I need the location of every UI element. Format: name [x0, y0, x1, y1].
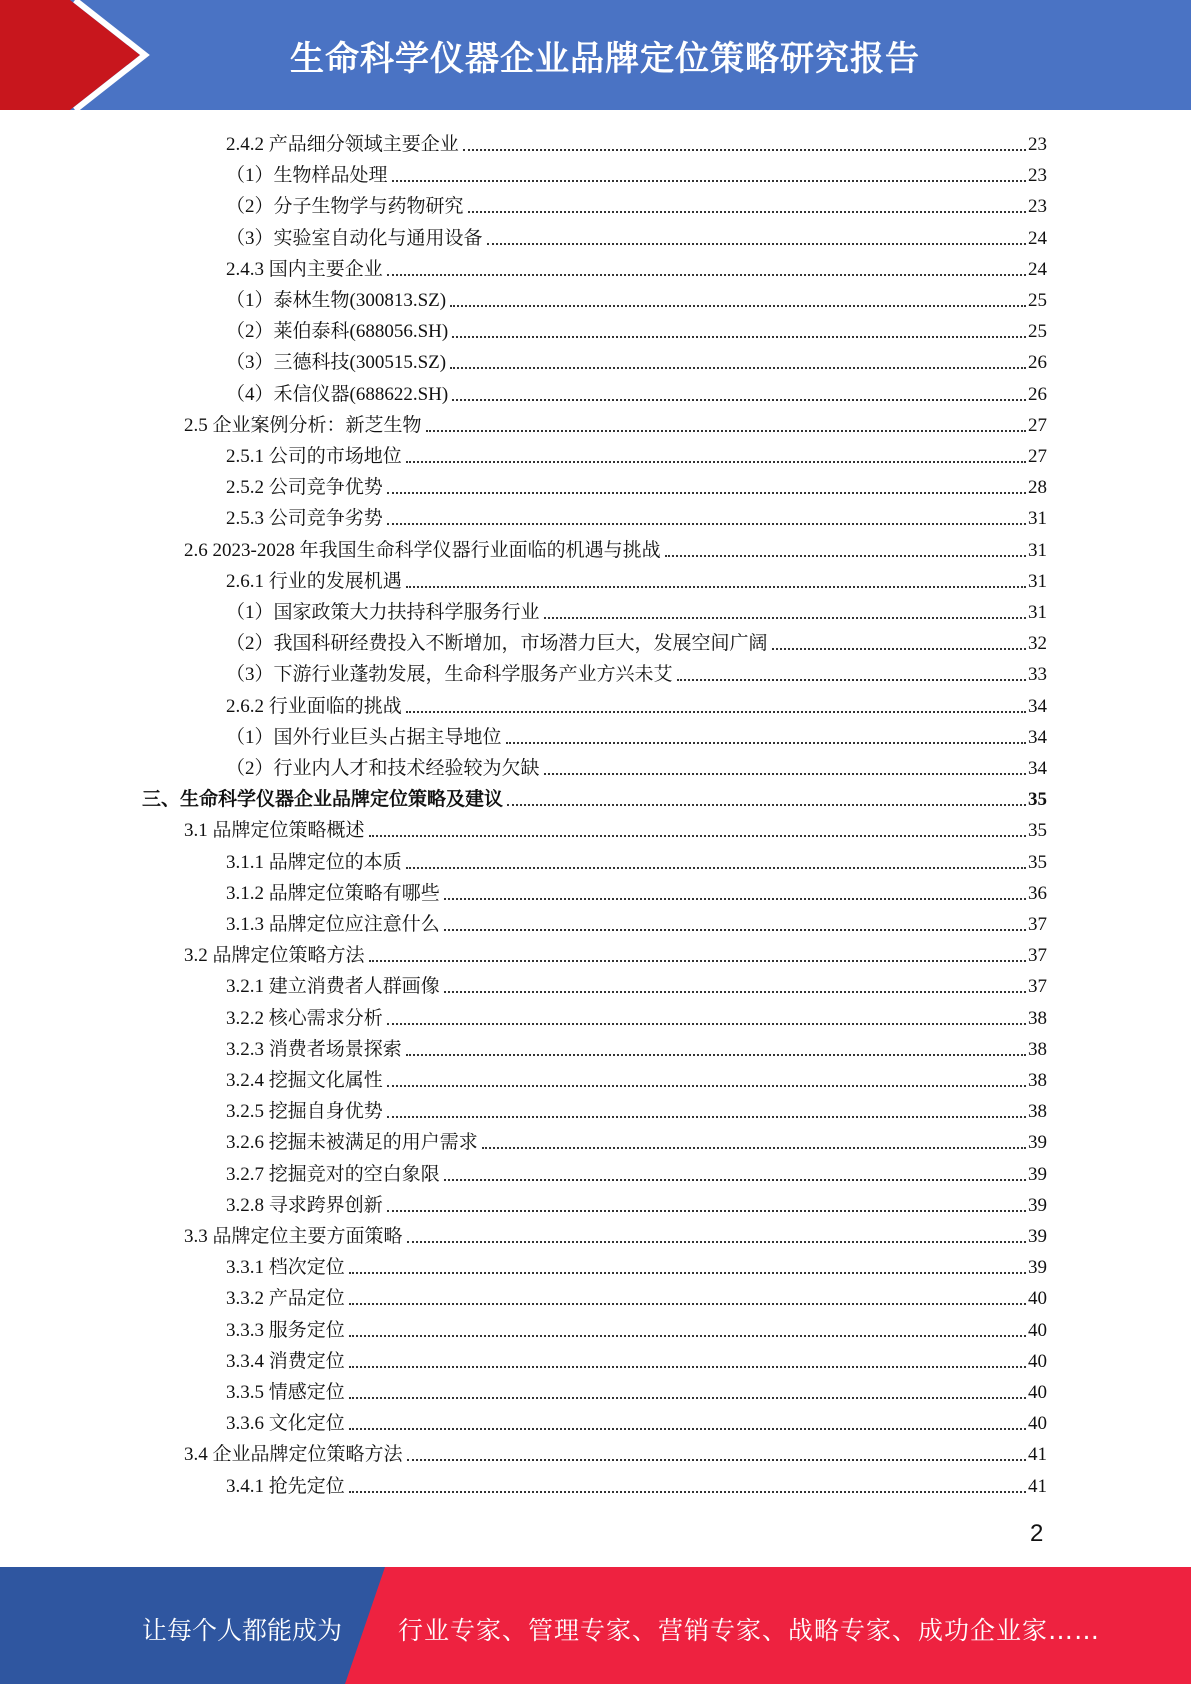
footer-slogan-right: 行业专家、管理专家、营销专家、战略专家、成功企业家……: [398, 1616, 1101, 1645]
toc-entry-label: 3.2.3 消费者场景探索: [226, 1039, 402, 1060]
toc-entry-label: （3）实验室自动化与通用设备: [226, 228, 483, 249]
toc-entry[interactable]: [184, 407, 1047, 437]
toc-entry-page: 39: [1028, 1195, 1047, 1216]
toc-leader-dots: [444, 991, 1026, 993]
toc-leader-dots: [387, 492, 1026, 494]
toc-entry-page: 25: [1028, 290, 1047, 311]
toc-entry-page: 37: [1028, 976, 1047, 997]
toc-leader-dots: [407, 1241, 1026, 1243]
toc-leader-dots: [665, 555, 1026, 557]
toc-leader-dots: [482, 1147, 1026, 1149]
toc-entry[interactable]: [226, 656, 1047, 686]
toc-entry-label: （3）三德科技(300515.SZ): [226, 352, 447, 373]
toc-leader-dots: [406, 461, 1026, 463]
toc-entry[interactable]: [226, 1156, 1047, 1186]
toc-entry-label: 2.5.1 公司的市场地位: [226, 446, 402, 467]
toc-entry[interactable]: [226, 1000, 1047, 1030]
toc-entry-page: 41: [1028, 1444, 1047, 1465]
toc-entry[interactable]: [184, 1218, 1047, 1248]
toc-entry-label: 3.1.3 品牌定位应注意什么: [226, 914, 440, 935]
toc-entry-page: 40: [1028, 1413, 1047, 1434]
toc-entry-page: 31: [1028, 571, 1047, 592]
toc-entry[interactable]: [226, 968, 1047, 998]
toc-entry[interactable]: [226, 844, 1047, 874]
toc-entry-label: （2）行业内人才和技术经验较为欠缺: [226, 758, 540, 779]
toc-entry-label: 2.6.1 行业的发展机遇: [226, 571, 402, 592]
page-footer: [0, 1567, 1191, 1684]
toc-entry-page: 39: [1028, 1132, 1047, 1153]
toc-leader-dots: [387, 274, 1026, 276]
toc-entry-page: 38: [1028, 1008, 1047, 1029]
toc-entry[interactable]: [226, 1405, 1047, 1435]
toc-entry-page: 24: [1028, 228, 1047, 249]
toc-entry-label: （2）分子生物学与药物研究: [226, 196, 464, 217]
toc-entry-label: 2.5 企业案例分析：新芝生物: [184, 415, 422, 436]
toc-entry-page: 24: [1028, 259, 1047, 280]
toc-leader-dots: [487, 243, 1026, 245]
toc-entry-label: 三、生命科学仪器企业品牌定位策略及建议: [142, 789, 504, 810]
toc-entry[interactable]: [226, 469, 1047, 499]
toc-entry-label: 3.1 品牌定位策略概述: [184, 820, 365, 841]
toc-entry-page: 36: [1028, 883, 1047, 904]
toc-leader-dots: [426, 430, 1026, 432]
toc-entry[interactable]: [226, 500, 1047, 530]
toc-entry[interactable]: [226, 1187, 1047, 1217]
toc-entry[interactable]: [226, 1249, 1047, 1279]
toc-entry-label: （2）我国科研经费投入不断增加，市场潜力巨大，发展空间广阔: [226, 633, 768, 654]
toc-entry-page: 40: [1028, 1351, 1047, 1372]
toc-entry-page: 39: [1028, 1164, 1047, 1185]
toc-entry-page: 27: [1028, 415, 1047, 436]
toc-entry-label: 3.2.8 寻求跨界创新: [226, 1195, 383, 1216]
toc-leader-dots: [772, 648, 1026, 650]
toc-entry[interactable]: [226, 251, 1047, 281]
toc-entry-page: 38: [1028, 1039, 1047, 1060]
toc-entry[interactable]: [226, 1468, 1047, 1498]
toc-entry-label: 3.1.2 品牌定位策略有哪些: [226, 883, 440, 904]
toc-leader-dots: [468, 211, 1026, 213]
toc-entry-label: 3.4 企业品牌定位策略方法: [184, 1444, 403, 1465]
toc-entry[interactable]: [226, 1093, 1047, 1123]
toc-entry-page: 31: [1028, 540, 1047, 561]
toc-leader-dots: [444, 929, 1026, 931]
toc-leader-dots: [369, 960, 1026, 962]
toc-entry-label: 3.3.6 文化定位: [226, 1413, 345, 1434]
toc-entry-label: （1）国家政策大力扶持科学服务行业: [226, 602, 540, 623]
toc-entry-page: 37: [1028, 945, 1047, 966]
toc-entry-page: 23: [1028, 134, 1047, 155]
toc-leader-dots: [387, 1116, 1026, 1118]
toc-entry[interactable]: [226, 344, 1047, 374]
toc-entry-page: 40: [1028, 1320, 1047, 1341]
toc-leader-dots: [349, 1428, 1026, 1430]
toc-leader-dots: [369, 835, 1026, 837]
toc-entry[interactable]: [226, 750, 1047, 780]
toc-leader-dots: [444, 1179, 1026, 1181]
page-header: [0, 0, 1191, 110]
toc-entry[interactable]: [226, 563, 1047, 593]
toc-entry-page: 34: [1028, 727, 1047, 748]
toc-entry-label: 3.2.6 挖掘未被满足的用户需求: [226, 1132, 478, 1153]
toc-entry-page: 31: [1028, 508, 1047, 529]
toc-entry-page: 37: [1028, 914, 1047, 935]
toc-entry[interactable]: [226, 1124, 1047, 1154]
toc-leader-dots: [450, 367, 1026, 369]
toc-entry-label: 3.2.1 建立消费者人群画像: [226, 976, 440, 997]
toc-entry[interactable]: [226, 126, 1047, 156]
toc-entry-page: 35: [1028, 820, 1047, 841]
toc-leader-dots: [544, 773, 1026, 775]
toc-entry-page: 31: [1028, 602, 1047, 623]
toc-entry[interactable]: [226, 625, 1047, 655]
toc-entry[interactable]: [226, 594, 1047, 624]
toc-leader-dots: [387, 1085, 1026, 1087]
toc-leader-dots: [349, 1335, 1026, 1337]
toc-entry-label: 2.6 2023-2028 年我国生命科学仪器行业面临的机遇与挑战: [184, 540, 661, 561]
toc-entry-page: 38: [1028, 1101, 1047, 1122]
toc-entry-page: 40: [1028, 1288, 1047, 1309]
toc-entry[interactable]: [226, 1374, 1047, 1404]
toc-entry-label: 3.2.2 核心需求分析: [226, 1008, 383, 1029]
page-number: 2: [1030, 1520, 1044, 1547]
toc-entry-label: 3.3 品牌定位主要方面策略: [184, 1226, 403, 1247]
toc-entry-page: 32: [1028, 633, 1047, 654]
toc-leader-dots: [450, 305, 1026, 307]
toc-leader-dots: [444, 898, 1026, 900]
toc-entry[interactable]: [226, 1312, 1047, 1342]
toc-leader-dots: [387, 1210, 1026, 1212]
toc-entry-label: 3.2.7 挖掘竞对的空白象限: [226, 1164, 440, 1185]
toc-entry-page: 38: [1028, 1070, 1047, 1091]
toc-entry-label: 2.4.3 国内主要企业: [226, 259, 383, 280]
toc-entry[interactable]: [184, 937, 1047, 967]
toc-entry-label: 3.3.5 情感定位: [226, 1382, 345, 1403]
toc-entry[interactable]: [226, 376, 1047, 406]
footer-slogan-left: 让每个人都能成为: [142, 1616, 343, 1645]
toc-entry-page: 39: [1028, 1257, 1047, 1278]
toc-entry-label: 2.4.2 产品细分领域主要企业: [226, 134, 459, 155]
toc-leader-dots: [452, 399, 1026, 401]
toc-leader-dots: [544, 617, 1026, 619]
toc-entry[interactable]: [184, 812, 1047, 842]
toc-leader-dots: [452, 336, 1026, 338]
report-title: 生命科学仪器企业品牌定位策略研究报告: [290, 38, 920, 79]
toc-entry-label: 3.2 品牌定位策略方法: [184, 945, 365, 966]
toc-leader-dots: [387, 1023, 1026, 1025]
toc-entry-label: （1）泰林生物(300813.SZ): [226, 290, 447, 311]
toc-entry-page: 23: [1028, 165, 1047, 186]
toc-entry-page: 41: [1028, 1476, 1047, 1497]
toc-entry-label: 3.2.5 挖掘自身优势: [226, 1101, 383, 1122]
toc-entry-page: 39: [1028, 1226, 1047, 1247]
toc-leader-dots: [349, 1303, 1026, 1305]
toc-entry-label: 3.3.1 档次定位: [226, 1257, 345, 1278]
toc-leader-dots: [677, 679, 1026, 681]
toc-entry[interactable]: [226, 688, 1047, 718]
toc-entry-label: 3.1.1 品牌定位的本质: [226, 852, 402, 873]
toc-entry[interactable]: [226, 438, 1047, 468]
toc-entry[interactable]: [226, 157, 1047, 187]
toc-entry[interactable]: [226, 1062, 1047, 1092]
toc-leader-dots: [407, 1459, 1026, 1461]
toc-entry-page: 35: [1028, 789, 1047, 810]
toc-entry[interactable]: [142, 781, 1047, 811]
toc-entry-label: 3.3.4 消费定位: [226, 1351, 345, 1372]
toc-entry[interactable]: [226, 875, 1047, 905]
toc-leader-dots: [387, 523, 1026, 525]
toc-entry[interactable]: [184, 1436, 1047, 1466]
toc-entry[interactable]: [226, 313, 1047, 343]
toc-entry-label: 2.6.2 行业面临的挑战: [226, 696, 402, 717]
toc-leader-dots: [406, 867, 1026, 869]
toc-entry-label: 2.5.2 公司竞争优势: [226, 477, 383, 498]
toc-entry-page: 35: [1028, 852, 1047, 873]
toc-entry[interactable]: [226, 220, 1047, 250]
toc-leader-dots: [392, 180, 1026, 182]
toc-entry-page: 34: [1028, 696, 1047, 717]
toc-leader-dots: [463, 149, 1026, 151]
toc-leader-dots: [506, 742, 1026, 744]
toc-leader-dots: [349, 1272, 1026, 1274]
toc-leader-dots: [349, 1366, 1026, 1368]
toc-entry-label: （2）莱伯泰科(688056.SH): [226, 321, 449, 342]
toc-entry[interactable]: [226, 1343, 1047, 1373]
toc-entry-page: 23: [1028, 196, 1047, 217]
toc-leader-dots: [406, 586, 1026, 588]
toc-entry[interactable]: [226, 1031, 1047, 1061]
toc-entry-page: 40: [1028, 1382, 1047, 1403]
toc-entry-label: 2.5.3 公司竞争劣势: [226, 508, 383, 529]
toc-entry-page: 25: [1028, 321, 1047, 342]
toc-entry-label: 3.4.1 抢先定位: [226, 1476, 345, 1497]
toc-entry-page: 28: [1028, 477, 1047, 498]
toc-entry-label: （1）国外行业巨头占据主导地位: [226, 727, 502, 748]
toc-entry-label: （3）下游行业蓬勃发展，生命科学服务产业方兴未艾: [226, 664, 673, 685]
toc-entry[interactable]: [226, 906, 1047, 936]
toc-entry[interactable]: [184, 532, 1047, 562]
toc-entry-label: 3.2.4 挖掘文化属性: [226, 1070, 383, 1091]
toc-leader-dots: [406, 1054, 1026, 1056]
toc-entry-page: 26: [1028, 384, 1047, 405]
toc-leader-dots: [349, 1397, 1026, 1399]
toc-entry-page: 27: [1028, 446, 1047, 467]
toc-entry-page: 26: [1028, 352, 1047, 373]
toc-entry[interactable]: [226, 719, 1047, 749]
toc-leader-dots: [406, 711, 1026, 713]
toc-entry[interactable]: [226, 188, 1047, 218]
toc-entry-label: （1）生物样品处理: [226, 165, 388, 186]
toc-leader-dots: [507, 804, 1026, 806]
toc-leader-dots: [349, 1491, 1026, 1493]
toc-entry-page: 33: [1028, 664, 1047, 685]
toc-entry-label: （4）禾信仪器(688622.SH): [226, 384, 449, 405]
toc-entry-page: 34: [1028, 758, 1047, 779]
toc-entry[interactable]: [226, 1280, 1047, 1310]
toc-entry-label: 3.3.2 产品定位: [226, 1288, 345, 1309]
toc-entry-label: 3.3.3 服务定位: [226, 1320, 345, 1341]
toc-entry[interactable]: [226, 282, 1047, 312]
